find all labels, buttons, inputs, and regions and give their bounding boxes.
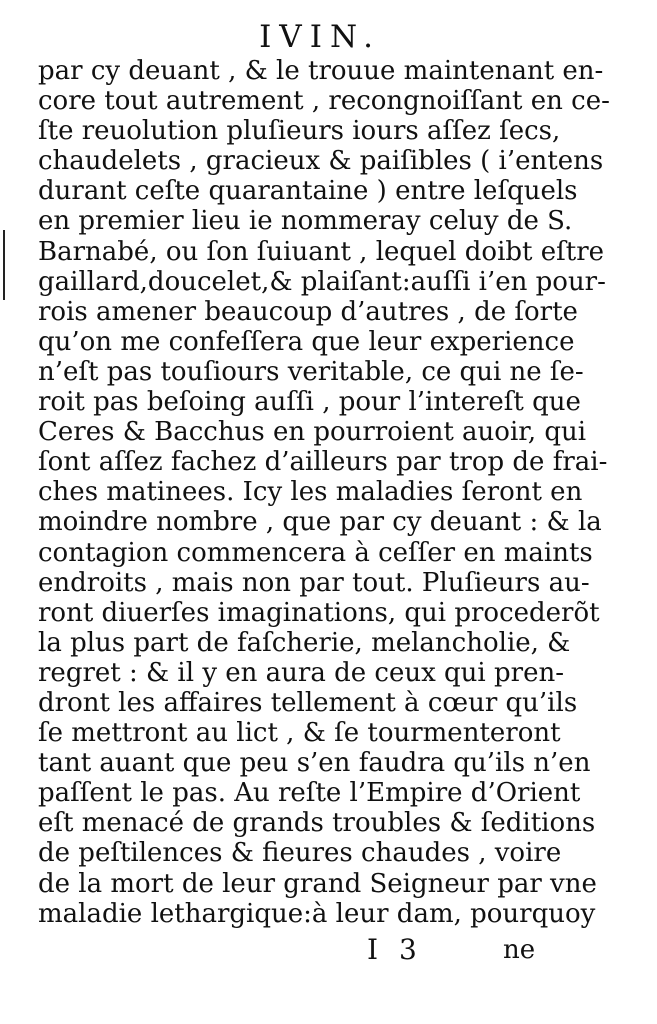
page-edge-mark [3, 230, 5, 300]
text-line: core tout autrement , recongnoiſſant en ce- [38, 86, 610, 117]
text-line: paſſent le pas. Au reſte l’Empire d’Orient [38, 778, 581, 809]
text-line: la plus part de faſcherie, melancholie, & [38, 627, 571, 658]
text-line: ſte reuolution pluſieurs iours aſſez ſecs, [38, 116, 561, 147]
text-line: de peſtilences & fieures chaudes , voire [38, 838, 562, 869]
running-head: IVIN. [259, 19, 381, 55]
text-line: qu’on me confeſſera que leur experience [38, 326, 575, 357]
text-line: ront diuerſes imaginations, qui procederõt [38, 597, 600, 628]
body-text [38, 56, 610, 929]
text-line: maladie lethargique:à leur dam, pourquoy [38, 898, 596, 929]
text-line: regret : & il y en aura de ceux qui pren- [38, 657, 564, 688]
text-line: Ceres & Bacchus en pourroient auoir, qui [38, 417, 587, 448]
text-line: ſe mettront au lict , & ſe tourmenteront [38, 718, 561, 749]
text-line: dront les affaires tellement à cœur qu’ils [38, 687, 578, 718]
text-line: ſont aſſez fachez d’ailleurs par trop de frai- [38, 447, 608, 478]
text-line: n’eſt pas touſiours veritable, ce qui ne ſe- [38, 356, 584, 387]
text-line: ches matinees. Icy les maladies ſeront en [38, 477, 583, 508]
text-line: tant auant que peu s’en faudra qu’ils n’en [38, 748, 591, 779]
text-line: moindre nombre , que par cy deuant : & la [38, 507, 602, 538]
signature-mark: I 3 [367, 933, 423, 966]
text-line: eſt menacé de grands troubles & ſeditions [38, 808, 596, 839]
text-line: chaudelets , gracieux & paiſibles ( i’entens [38, 146, 604, 177]
text-line: contagion commencera à ceſſer en maints [38, 537, 593, 568]
catchword: ne [503, 935, 536, 965]
text-line: durant ceſte quarantaine ) entre leſquels [38, 176, 578, 207]
text-line: roit pas beſoing auſſi , pour l’intereſt que [38, 387, 581, 418]
text-line: de la mort de leur grand Seigneur par vne [38, 868, 597, 899]
text-line: endroits , mais non par tout. Pluſieurs au- [38, 567, 590, 598]
text-line: gaillard,doucelet,& plaiſant:auſſi i’en pour- [38, 266, 606, 297]
text-line: en premier lieu ie nommeray celuy de S. [38, 206, 573, 237]
page-footer [0, 930, 657, 970]
text-line: Barnabé, ou ſon ſuiuant , lequel doibt eſtre [38, 236, 605, 267]
text-line: rois amener beaucoup d’autres , de ſorte [38, 296, 578, 327]
text-line: par cy deuant , & le trouue maintenant en- [38, 56, 604, 86]
